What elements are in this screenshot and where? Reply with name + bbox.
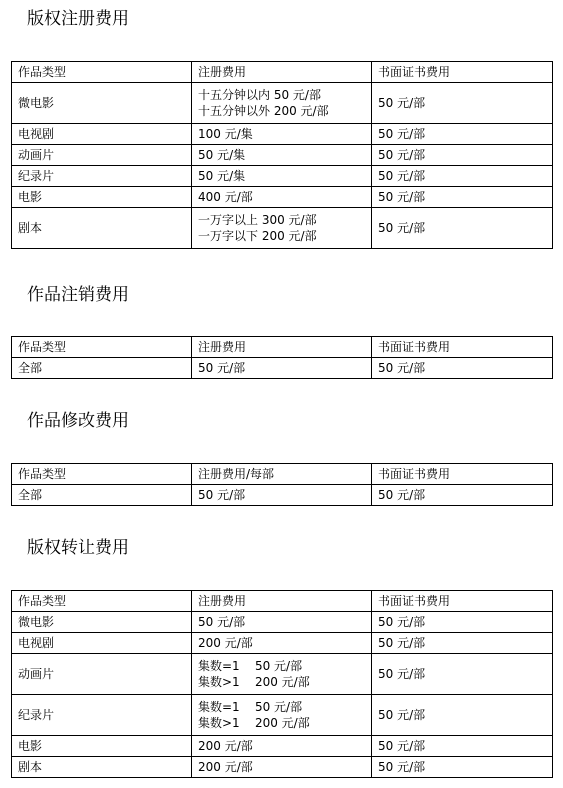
type-cell: 纪录片 bbox=[12, 695, 192, 736]
fee-cell bbox=[192, 695, 372, 736]
registration-fee-table bbox=[11, 61, 553, 249]
cert-cell: 50 元/部 bbox=[372, 358, 553, 379]
cert-cell: 50 元/部 bbox=[372, 654, 553, 695]
cert-cell: 50 元/部 bbox=[372, 166, 553, 187]
table-row bbox=[12, 654, 553, 695]
fee-cell: 200 元/部 bbox=[192, 633, 372, 654]
type-cell: 动画片 bbox=[12, 145, 192, 166]
section-title-transfer: 版权转让费用 bbox=[27, 538, 129, 558]
cert-cell: 50 元/部 bbox=[372, 695, 553, 736]
header-cell: 书面证书费用 bbox=[372, 464, 553, 485]
table-header-row bbox=[12, 464, 553, 485]
header-cell: 注册费用 bbox=[192, 62, 372, 83]
header-cell: 注册费用 bbox=[192, 591, 372, 612]
header-cell: 书面证书费用 bbox=[372, 62, 553, 83]
cert-cell: 50 元/部 bbox=[372, 633, 553, 654]
table-row bbox=[12, 736, 553, 757]
type-cell: 纪录片 bbox=[12, 166, 192, 187]
header-cell: 书面证书费用 bbox=[372, 591, 553, 612]
fee-line: 一万字以下 200 元/部 bbox=[198, 229, 317, 243]
table-row bbox=[12, 358, 553, 379]
table-row bbox=[12, 83, 553, 124]
table-row bbox=[12, 485, 553, 506]
table-header-row bbox=[12, 62, 553, 83]
type-cell: 微电影 bbox=[12, 83, 192, 124]
fee-cell: 50 元/部 bbox=[192, 358, 372, 379]
type-cell: 剧本 bbox=[12, 208, 192, 249]
header-cell: 作品类型 bbox=[12, 591, 192, 612]
transfer-fee-table bbox=[11, 590, 553, 778]
cert-cell: 50 元/部 bbox=[372, 485, 553, 506]
cert-cell: 50 元/部 bbox=[372, 124, 553, 145]
header-cell: 作品类型 bbox=[12, 337, 192, 358]
table-header-row bbox=[12, 337, 553, 358]
fee-cell: 400 元/部 bbox=[192, 187, 372, 208]
type-cell: 全部 bbox=[12, 358, 192, 379]
header-cell: 作品类型 bbox=[12, 464, 192, 485]
table-row bbox=[12, 695, 553, 736]
type-cell: 电视剧 bbox=[12, 633, 192, 654]
cert-cell: 50 元/部 bbox=[372, 757, 553, 778]
fee-cell: 50 元/部 bbox=[192, 485, 372, 506]
fee-line: 一万字以上 300 元/部 bbox=[198, 213, 317, 227]
fee-cell: 50 元/集 bbox=[192, 145, 372, 166]
section-title-registration: 版权注册费用 bbox=[27, 9, 129, 29]
fee-line: 集数=1 50 元/部 bbox=[198, 659, 303, 673]
table-row bbox=[12, 166, 553, 187]
type-cell: 动画片 bbox=[12, 654, 192, 695]
table-row bbox=[12, 633, 553, 654]
table-row bbox=[12, 124, 553, 145]
fee-cell: 200 元/部 bbox=[192, 736, 372, 757]
cancellation-fee-table bbox=[11, 336, 553, 379]
table-header-row bbox=[12, 591, 553, 612]
type-cell: 电影 bbox=[12, 736, 192, 757]
fee-cell: 50 元/部 bbox=[192, 612, 372, 633]
cert-cell: 50 元/部 bbox=[372, 187, 553, 208]
table-row bbox=[12, 757, 553, 778]
fee-cell: 200 元/部 bbox=[192, 757, 372, 778]
cert-cell: 50 元/部 bbox=[372, 145, 553, 166]
header-cell: 书面证书费用 bbox=[372, 337, 553, 358]
fee-line: 集数=1 50 元/部 bbox=[198, 700, 303, 714]
table-row bbox=[12, 612, 553, 633]
type-cell: 剧本 bbox=[12, 757, 192, 778]
cert-cell: 50 元/部 bbox=[372, 736, 553, 757]
fee-cell: 100 元/集 bbox=[192, 124, 372, 145]
section-title-modification: 作品修改费用 bbox=[27, 411, 129, 431]
type-cell: 电视剧 bbox=[12, 124, 192, 145]
fee-line: 十五分钟以外 200 元/部 bbox=[198, 104, 329, 118]
fee-cell: 50 元/集 bbox=[192, 166, 372, 187]
fee-cell bbox=[192, 654, 372, 695]
header-cell: 作品类型 bbox=[12, 62, 192, 83]
table-row bbox=[12, 187, 553, 208]
table-row bbox=[12, 208, 553, 249]
fee-cell bbox=[192, 208, 372, 249]
type-cell: 微电影 bbox=[12, 612, 192, 633]
table-row bbox=[12, 145, 553, 166]
type-cell: 电影 bbox=[12, 187, 192, 208]
cert-cell: 50 元/部 bbox=[372, 83, 553, 124]
type-cell: 全部 bbox=[12, 485, 192, 506]
section-title-cancellation: 作品注销费用 bbox=[27, 285, 129, 305]
cert-cell: 50 元/部 bbox=[372, 612, 553, 633]
fee-line: 十五分钟以内 50 元/部 bbox=[198, 88, 321, 102]
cert-cell: 50 元/部 bbox=[372, 208, 553, 249]
modification-fee-table bbox=[11, 463, 553, 506]
header-cell: 注册费用/每部 bbox=[192, 464, 372, 485]
fee-line: 集数>1 200 元/部 bbox=[198, 675, 310, 689]
fee-line: 集数>1 200 元/部 bbox=[198, 716, 310, 730]
header-cell: 注册费用 bbox=[192, 337, 372, 358]
fee-cell bbox=[192, 83, 372, 124]
